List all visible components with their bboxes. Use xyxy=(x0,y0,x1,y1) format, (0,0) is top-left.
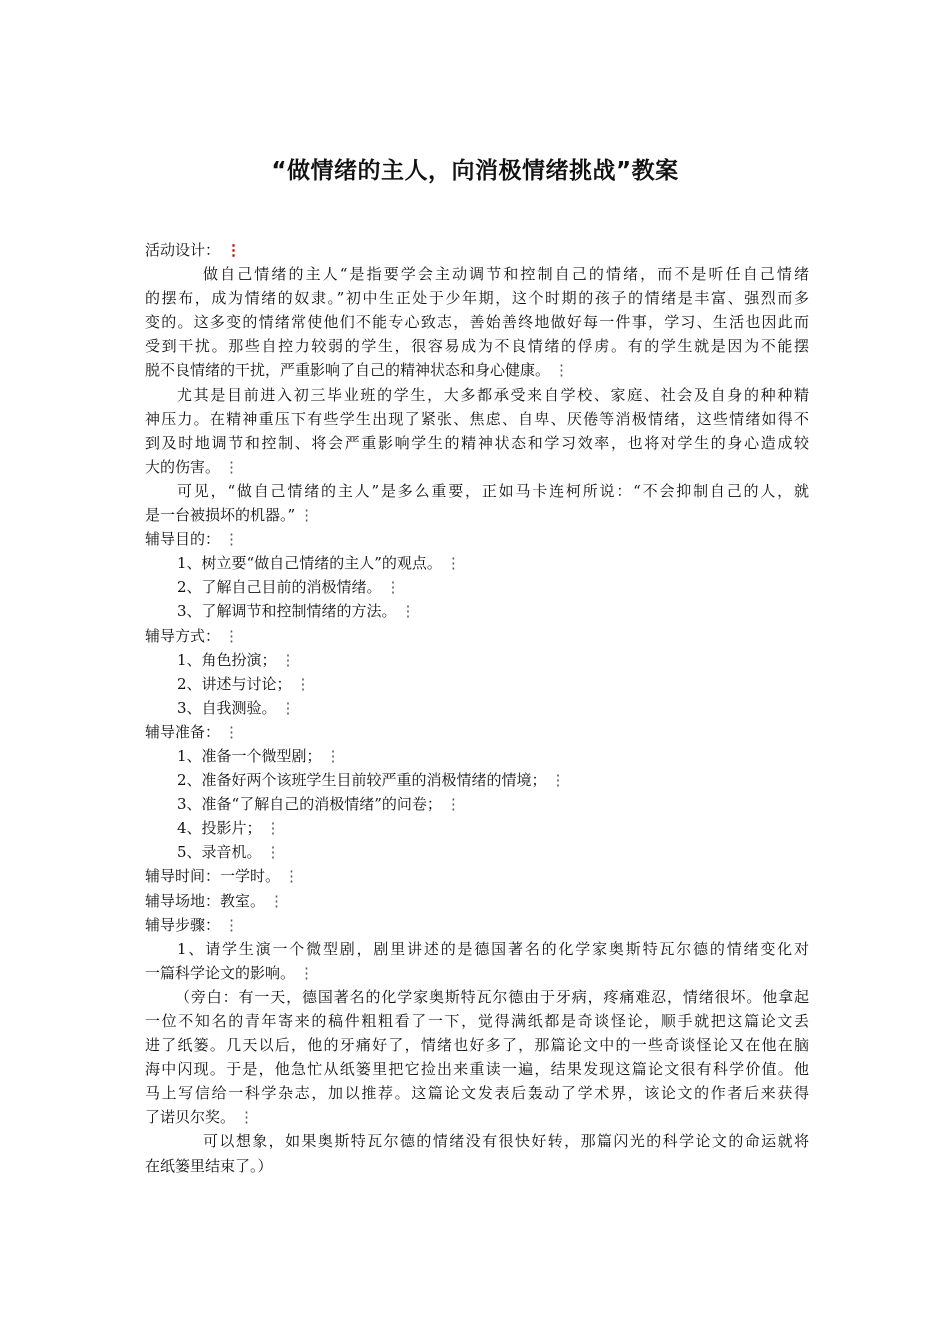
method-item xyxy=(145,696,809,720)
paragraph-mark-icon: ⋮ xyxy=(280,650,296,669)
paragraph-mark-icon: ⋮ xyxy=(445,554,461,573)
paragraph-mark-icon: ⋮ xyxy=(265,843,281,862)
paragraph-mark-icon: ⋮ xyxy=(299,963,315,982)
prep-item xyxy=(145,768,809,792)
step1-line: 1、请学生演一个微型剧，剧里讲述的是德国著名的化学家奥斯特瓦尔德的情绪变化对 xyxy=(177,939,809,958)
goal-item xyxy=(145,599,809,623)
paragraph-mark-icon: ⋮ xyxy=(269,891,285,910)
time-text: 辅导时间：一学时。 xyxy=(145,867,281,886)
paragraph-mark-icon: ⋮ xyxy=(224,457,240,476)
prep-item-text: 5、录音机。 xyxy=(177,843,262,862)
method-item-text: 2、讲述与讨论； xyxy=(177,674,292,693)
activity-p2-text: 大的伤害。 xyxy=(145,457,221,476)
prep-item-text: 3、准备“了解自己的消极情绪”的问卷； xyxy=(177,795,442,814)
paragraph-mark-icon: ⋮ xyxy=(284,867,300,886)
paragraph-mark-icon: ⋮ xyxy=(385,578,401,597)
paragraph-mark-icon: ⋮ xyxy=(299,506,315,525)
goal-item xyxy=(145,575,809,599)
place-text: 辅导场地：教室。 xyxy=(145,891,266,910)
closing-line: 在纸篓里结束了。） xyxy=(145,1156,273,1175)
goals-heading: 辅导目的： xyxy=(145,530,221,549)
methods-heading: 辅导方式： xyxy=(145,626,221,645)
activity-p2-line: 神压力。在精神重压下有些学生出现了紧张、焦虑、自卑、厌倦等消极情绪，这些情绪如得不 xyxy=(145,409,809,428)
prep-item xyxy=(145,792,809,816)
goal-item-text: 3、了解调节和控制情绪的方法。 xyxy=(177,602,397,621)
narration-line: 马上写信给一科学杂志，加以推荐。这篇论文发表后轰动了学术界，该论文的作者后来获得 xyxy=(145,1084,809,1103)
time-line xyxy=(145,864,809,888)
narration-line: （旁白：有一天，德国著名的化学家奥斯特瓦尔德由于牙病，疼痛难忍，情绪很坏。他拿起 xyxy=(175,987,809,1006)
goal-item-text: 1、树立要“做自己情绪的主人”的观点。 xyxy=(177,554,442,573)
steps-heading: 辅导步骤： xyxy=(145,915,221,934)
paragraph-mark-icon: ⋮ xyxy=(295,674,311,693)
closing-line: 可以想象，如果奥斯特瓦尔德的情绪没有很快好转，那篇闪光的科学论文的命运就将 xyxy=(203,1132,809,1151)
goal-item xyxy=(145,551,809,575)
narration-line: 海中闪现。于是，他急忙从纸篓里把它捡出来重读一遍，结果发现这篇论文很有科学价值。他 xyxy=(145,1060,809,1079)
prep-item-text: 2、准备好两个该班学生目前较严重的消极情绪的情境； xyxy=(177,771,547,790)
activity-p2-line: 到及时地调节和控制、将会严重影响学生的精神状态和学习效率，也将对学生的身心造成较 xyxy=(145,433,809,452)
activity-heading: 活动设计： xyxy=(145,241,221,259)
paragraph-mark-icon: ⋮ xyxy=(445,795,461,814)
paragraph-mark-icon: ⋮ xyxy=(239,1108,255,1127)
method-item xyxy=(145,672,809,696)
activity-p1-text: 脱不良情绪的干扰，严重影响了自己的精神状态和身心健康。 xyxy=(145,361,551,380)
prep-item xyxy=(145,816,809,840)
activity-p1-line xyxy=(145,358,809,382)
paragraph-mark-icon: ⋮ xyxy=(554,361,570,380)
activity-p2-line xyxy=(145,455,809,479)
prep-item-text: 1、准备一个微型剧； xyxy=(177,746,322,765)
paragraph-mark-icon: ⋮ xyxy=(325,746,341,765)
paragraph-mark-icon: ⋮ xyxy=(280,698,296,717)
prep-item xyxy=(145,744,809,768)
paragraph-mark-icon: ⋮ xyxy=(226,241,242,259)
paragraph-mark-icon: ⋮ xyxy=(224,722,240,741)
steps-heading-line xyxy=(145,913,809,937)
activity-p1-line: 做自己情绪的主人“是指要学会主动调节和控制自己的情绪，而不是听任自己情绪 xyxy=(203,265,809,284)
activity-p3-text: 是一台被损坏的机器。” xyxy=(145,506,296,525)
method-item xyxy=(145,648,809,672)
paragraph-mark-icon: ⋮ xyxy=(400,602,416,621)
method-item-text: 1、角色扮演； xyxy=(177,650,277,669)
step1-text: 一篇科学论文的影响。 xyxy=(145,963,296,982)
narration-line: 一位不知名的青年寄来的稿件粗粗看了一下，觉得满纸都是奇谈怪论，顺手就把这篇论文丢 xyxy=(145,1012,809,1030)
activity-p2-line: 尤其是目前进入初三毕业班的学生，大多都承受来自学校、家庭、社会及自身的种种精 xyxy=(177,385,809,404)
paragraph-mark-icon: ⋮ xyxy=(224,530,240,549)
prep-item xyxy=(145,840,809,864)
goal-item-text: 2、了解自己目前的消极情绪。 xyxy=(177,578,382,597)
activity-p1-line: 的摆布，成为情绪的奴隶。”初中生正处于少年期，这个时期的孩子的情绪是丰富、强烈而多 xyxy=(145,289,809,308)
paragraph-mark-icon: ⋮ xyxy=(550,771,566,790)
document-title: “做情绪的主人，向消极情绪挑战”教案 xyxy=(271,158,679,184)
step1-line xyxy=(145,961,809,985)
prep-heading: 辅导准备： xyxy=(145,722,221,741)
methods-heading-line xyxy=(145,624,809,648)
activity-p1-line: 受到干扰。那些自控力较弱的学生，很容易成为不良情绪的俘虏。有的学生就是因为不能摆 xyxy=(145,337,809,356)
paragraph-mark-icon: ⋮ xyxy=(265,819,281,838)
paragraph-mark-icon: ⋮ xyxy=(224,626,240,645)
activity-p3-line: 可见，“做自己情绪的主人”是多么重要，正如马卡连柯所说：“不会抑制自己的人，就 xyxy=(177,481,809,500)
method-item-text: 3、自我测验。 xyxy=(177,698,277,717)
activity-heading-line xyxy=(145,238,809,262)
narration-text: 了诺贝尔奖。 xyxy=(145,1108,236,1127)
document-body xyxy=(145,238,809,1178)
place-line xyxy=(145,889,809,913)
goals-heading-line xyxy=(145,527,809,551)
narration-line: 进了纸篓。几天以后，他的牙痛好了，情绪也好多了，那篇论文中的一些奇谈怪论又在他在脑 xyxy=(145,1036,809,1055)
paragraph-mark-icon: ⋮ xyxy=(224,915,240,934)
activity-p1-line: 变的。这多变的情绪常使他们不能专心致志，善始善终地做好每一件事，学习、生活也因此而 xyxy=(145,313,809,332)
narration-line xyxy=(145,1105,809,1129)
prep-heading-line xyxy=(145,720,809,744)
prep-item-text: 4、投影片； xyxy=(177,819,262,838)
activity-p3-line xyxy=(145,503,809,527)
